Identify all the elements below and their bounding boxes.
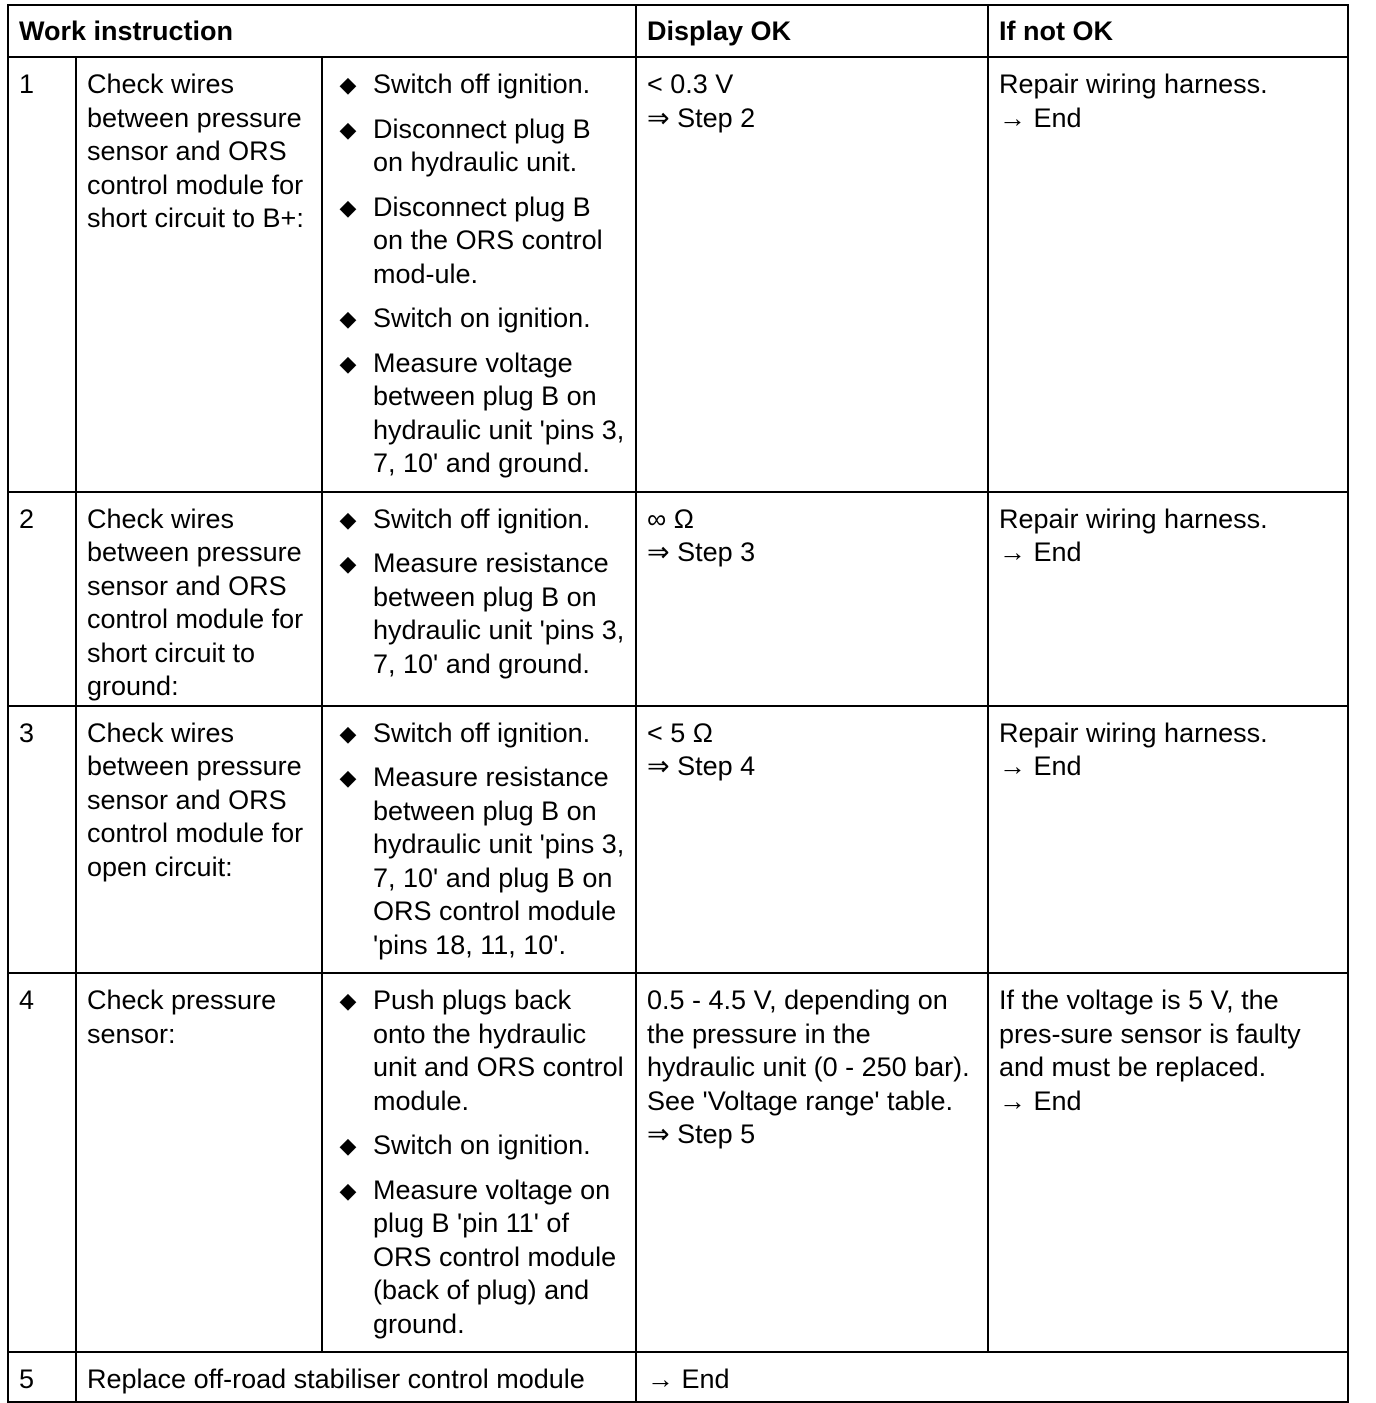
table-row [8,57,1348,492]
list-item: ◆ Disconnect plug B on the ORS control mod-ule. [333,191,625,292]
step-title: Check wires between pressure sensor and ORS control module for short circuit to B+: [76,57,322,492]
step-actions [322,492,636,706]
diamond-bullet-icon: ◆ [339,306,357,331]
step-title: Check wires between pressure sensor and ORS control module for short circuit to ground: [76,492,322,706]
if-not-ok-cell [988,706,1348,974]
diamond-bullet-icon: ◆ [339,720,357,746]
if-not-ok-cell [988,973,1348,1352]
diamond-bullet-icon: ◆ [339,551,357,576]
diamond-bullet-icon: ◆ [339,506,357,532]
header-display-ok: Display OK [636,5,988,57]
step-actions [322,57,636,492]
list-item: ◆ Disconnect plug B on hydraulic unit. [333,113,625,180]
list-item: ◆ Measure voltage between plug B on hydraulic unit 'pins 3, 7, 10' and ground. [333,347,625,481]
next-step-link: ⇒ Step 4 [647,751,756,781]
table-row [8,492,1348,706]
display-ok-cell [636,706,988,974]
table-row [8,1352,1348,1402]
end-link: → End [999,751,1082,781]
header-if-not-ok: If not OK [988,5,1348,57]
end-link: → End [999,537,1082,567]
diamond-bullet-icon: ◆ [339,765,357,790]
step-number: 2 [8,492,76,706]
remedy-text: Repair wiring harness. [999,503,1268,534]
step-title: Check pressure sensor: [76,973,322,1352]
step-title: Check wires between pressure sensor and ORS control module for open circuit: [76,706,322,974]
list-item: ◆ Switch off ignition. [333,503,625,537]
next-step-link: ⇒ Step 5 [647,1119,756,1149]
end-link: → End [999,102,1082,133]
table-row [8,706,1348,974]
display-ok-value: ∞ Ω [647,503,694,534]
step-title: Replace off-road stabiliser control module [76,1352,636,1402]
list-item: ◆ Measure voltage on plug B 'pin 11' of ORS control module (back of plug) and ground. [333,1174,625,1342]
step-number: 5 [8,1352,76,1402]
display-ok-value: < 0.3 V [647,69,734,99]
table-header-row [8,5,1348,57]
list-item: ◆ Measure resistance between plug B on hydraulic unit 'pins 3, 7, 10' and plug B on ORS control module 'pins 18, 11, 10'. [333,761,625,962]
list-item: ◆ Measure resistance between plug B on hydraulic unit 'pins 3, 7, 10' and ground. [333,547,625,681]
remedy-text: Repair wiring harness. [999,717,1268,748]
step-actions [322,973,636,1352]
diamond-bullet-icon: ◆ [339,72,357,97]
display-ok-value: 0.5 - 4.5 V, depending on the pressure in the hydraulic unit (0 - 250 bar). [647,985,970,1082]
display-ok-note: See 'Voltage range' table. [647,1085,954,1116]
diamond-bullet-icon: ◆ [339,1177,357,1203]
next-step-link: ⇒ Step 2 [647,102,756,133]
display-ok-cell [636,492,988,706]
remedy-text: If the voltage is 5 V, the pres-sure sensor is faulty and must be replaced. [999,985,1301,1082]
step-number: 1 [8,57,76,492]
diamond-bullet-icon: ◆ [339,194,357,220]
list-item: ◆ Switch off ignition. [333,717,625,751]
list-item: ◆ Push plugs back onto the hydraulic unit and ORS control module. [333,984,625,1118]
remedy-text: Repair wiring harness. [999,69,1268,99]
if-not-ok-cell [988,492,1348,706]
table-row [8,973,1348,1352]
step-number: 4 [8,973,76,1352]
list-item: ◆ Switch on ignition. [333,1129,625,1163]
diamond-bullet-icon: ◆ [339,350,357,376]
end-link: → End [636,1352,1348,1402]
if-not-ok-cell [988,57,1348,492]
table-body [8,57,1348,1402]
display-ok-value: < 5 Ω [647,717,713,748]
display-ok-cell [636,973,988,1352]
step-actions [322,706,636,974]
header-work-instruction: Work instruction [8,5,636,57]
diamond-bullet-icon: ◆ [339,116,357,142]
next-step-link: ⇒ Step 3 [647,537,756,567]
diamond-bullet-icon: ◆ [339,1133,357,1158]
work-instruction-table [7,4,1349,1403]
end-link: → End [999,1085,1082,1116]
diamond-bullet-icon: ◆ [339,988,357,1013]
step-number: 3 [8,706,76,974]
list-item: ◆ Switch on ignition. [333,302,625,336]
display-ok-cell [636,57,988,492]
list-item: ◆ Switch off ignition. [333,68,625,102]
